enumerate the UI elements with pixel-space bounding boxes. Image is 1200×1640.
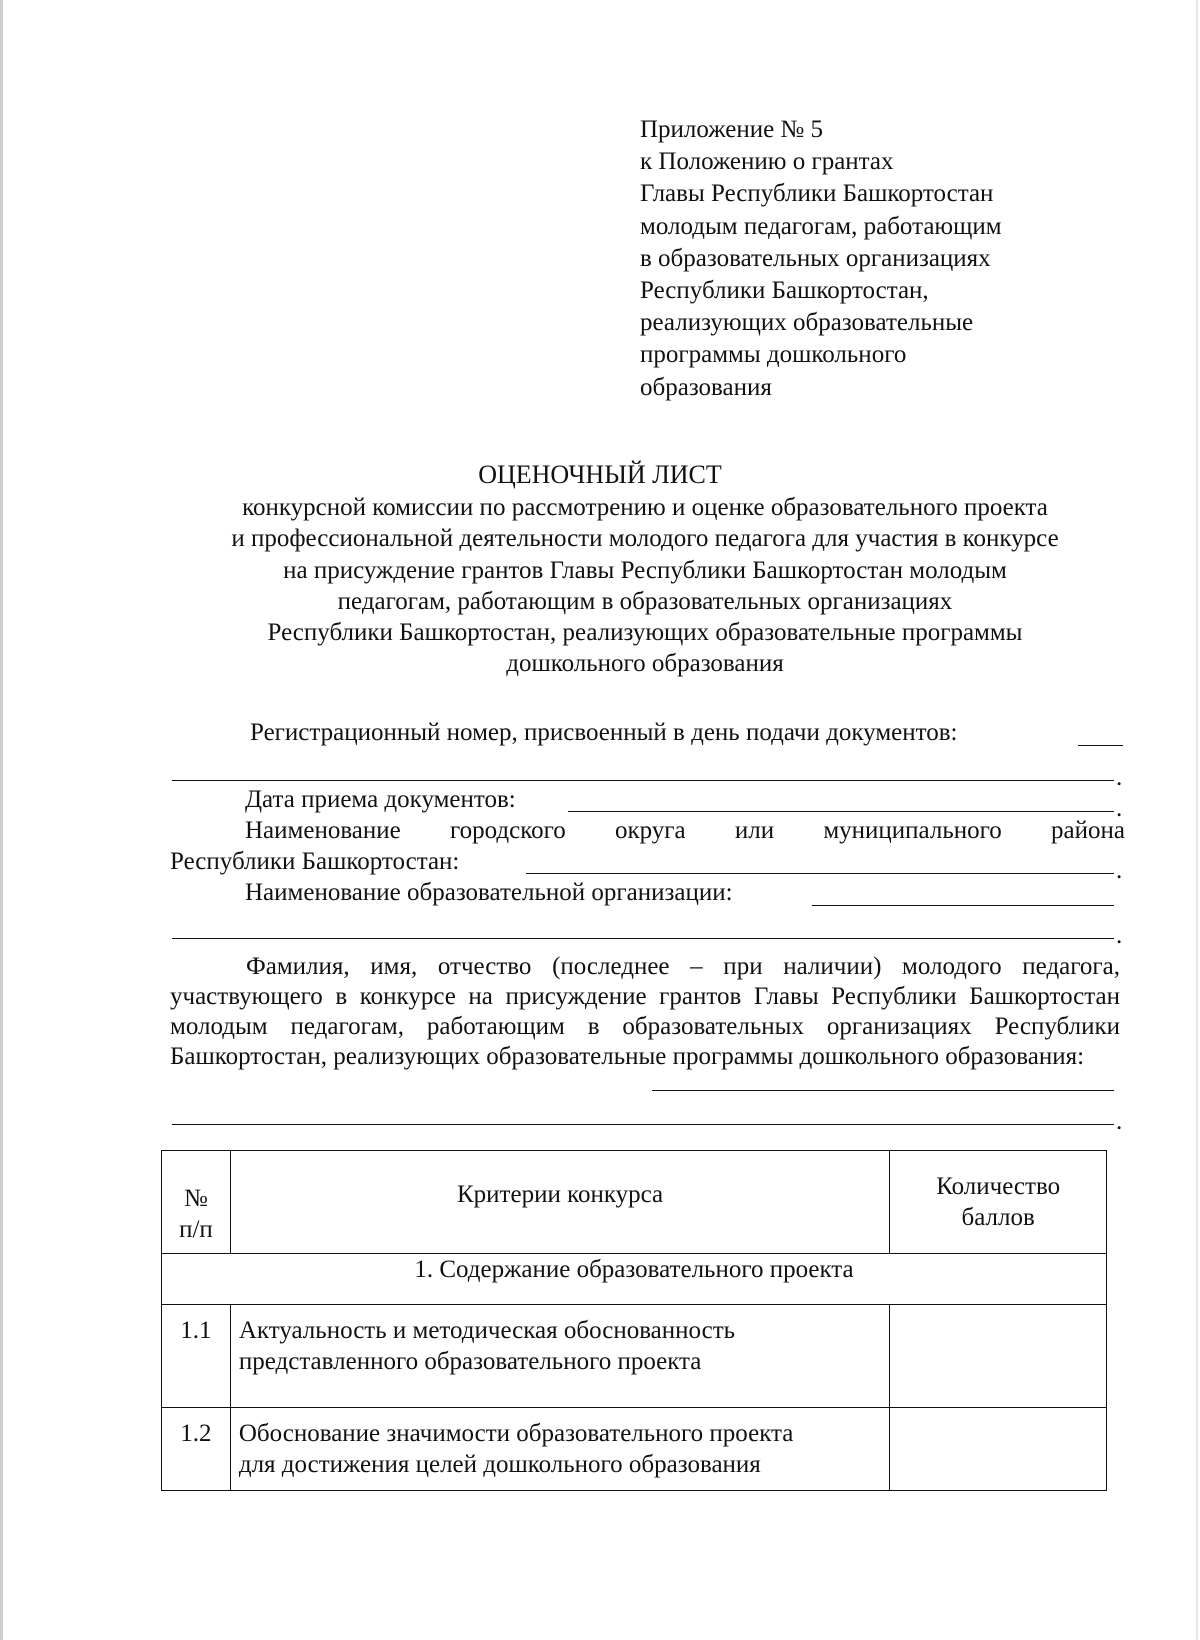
header-score <box>890 1151 1107 1254</box>
appendix-line: Приложение № 5 <box>640 116 824 143</box>
row-score-cell[interactable] <box>890 1305 1107 1408</box>
period: . <box>1116 1108 1123 1135</box>
row-num <box>162 1408 231 1491</box>
fio-label: Фамилия, имя, отчество (последнее – при наличии) молодого педагога, участвующего в конкурсе на присуждение грантов Главы Республики Башкортостан молодым педагогам, работающим в образовательных организациях Республики Башкортостан, реализующих образовательные программы дошкольного образования: <box>170 953 1120 1070</box>
period: . <box>1116 857 1123 884</box>
section-row <box>162 1254 1107 1305</box>
row-criterion-line2: для достижения целей дошкольного образования <box>238 1451 761 1478</box>
fio-field[interactable] <box>652 1090 1114 1091</box>
criteria-table <box>161 1150 1107 1491</box>
table-header-row <box>162 1151 1107 1254</box>
reg-number-field-cont[interactable] <box>172 780 1114 781</box>
row-criterion-line1: Обоснование значимости образовательного проекта <box>238 1420 794 1447</box>
organization-field-cont[interactable] <box>172 938 1114 939</box>
reg-number-label: Регистрационный номер, присвоенный в день подачи документов: <box>250 719 958 746</box>
header-num-line2: п/п <box>179 1216 213 1243</box>
row-criterion <box>230 1305 889 1408</box>
subtitle-line: Республики Башкортостан, реализующих образовательные программы <box>267 619 1023 647</box>
district-word: района <box>1051 817 1125 844</box>
district-label-cont: Республики Башкортостан: <box>170 848 460 875</box>
subtitle-line: дошкольного образования <box>506 650 784 678</box>
period: . <box>1116 764 1123 791</box>
header-num-line1: № <box>184 1185 208 1212</box>
period: . <box>1116 922 1123 949</box>
header-score-line1: Количество <box>936 1173 1061 1200</box>
subtitle-line: и профессиональной деятельности молодого педагога для участия в конкурсе <box>231 525 1059 553</box>
row-num <box>162 1305 231 1408</box>
appendix-line: в образовательных организациях <box>640 244 991 272</box>
scan-edge-right <box>1196 0 1198 1640</box>
appendix-line: программы дошкольного <box>640 341 907 369</box>
header-criteria <box>230 1151 889 1254</box>
appendix-line: к Положению о грантах <box>640 148 894 176</box>
district-word: округа <box>614 817 686 844</box>
document-title: ОЦЕНОЧНЫЙ ЛИСТ <box>478 460 722 489</box>
appendix-block <box>640 114 1160 404</box>
district-word: муниципального <box>823 817 1002 844</box>
row-score-cell[interactable] <box>890 1408 1107 1491</box>
row-num-text: 1.1 <box>180 1317 212 1344</box>
district-word: или <box>734 817 775 844</box>
reg-number-field[interactable] <box>1078 745 1123 746</box>
subtitle-line: конкурсной комиссии по рассмотрению и оценке образовательного проекта <box>242 494 1048 521</box>
section-title: 1. Содержание образовательного проекта <box>162 1254 1107 1305</box>
row-num-text: 1.2 <box>180 1420 212 1447</box>
row-criterion <box>230 1408 889 1491</box>
appendix-line: Республики Башкортостан, <box>640 277 929 305</box>
district-field[interactable] <box>526 873 1114 874</box>
appendix-line: образования <box>640 373 772 401</box>
scan-edge <box>0 0 3 1640</box>
table-row <box>162 1305 1107 1408</box>
document-subtitle <box>165 492 1125 680</box>
organization-field[interactable] <box>812 905 1114 906</box>
table-row <box>162 1408 1107 1491</box>
header-score-line2: баллов <box>961 1204 1035 1231</box>
period: . <box>1116 795 1123 822</box>
appendix-line: реализующих образовательные <box>640 309 974 337</box>
appendix-line: молодым педагогам, работающим <box>640 212 1002 240</box>
fio-field-cont[interactable] <box>172 1124 1114 1125</box>
subtitle-line: на присуждение грантов Главы Республики Башкортостан молодым <box>283 556 1007 584</box>
header-num <box>162 1151 231 1254</box>
district-label <box>245 816 1125 846</box>
header-criteria-label: Критерии конкурса <box>457 1181 664 1208</box>
row-criterion-line1: Актуальность и методическая обоснованность <box>238 1317 736 1344</box>
receipt-date-field[interactable] <box>568 811 1114 812</box>
subtitle-line: педагогам, работающим в образовательных организациях <box>337 587 953 615</box>
district-word: Наименование <box>245 817 401 844</box>
district-word: городского <box>449 817 566 844</box>
organization-label: Наименование образовательной организации: <box>245 879 733 906</box>
row-criterion-line2: представленного образовательного проекта <box>238 1348 702 1375</box>
appendix-line: Главы Республики Башкортостан <box>640 180 994 208</box>
receipt-date-label: Дата приема документов: <box>245 786 516 813</box>
